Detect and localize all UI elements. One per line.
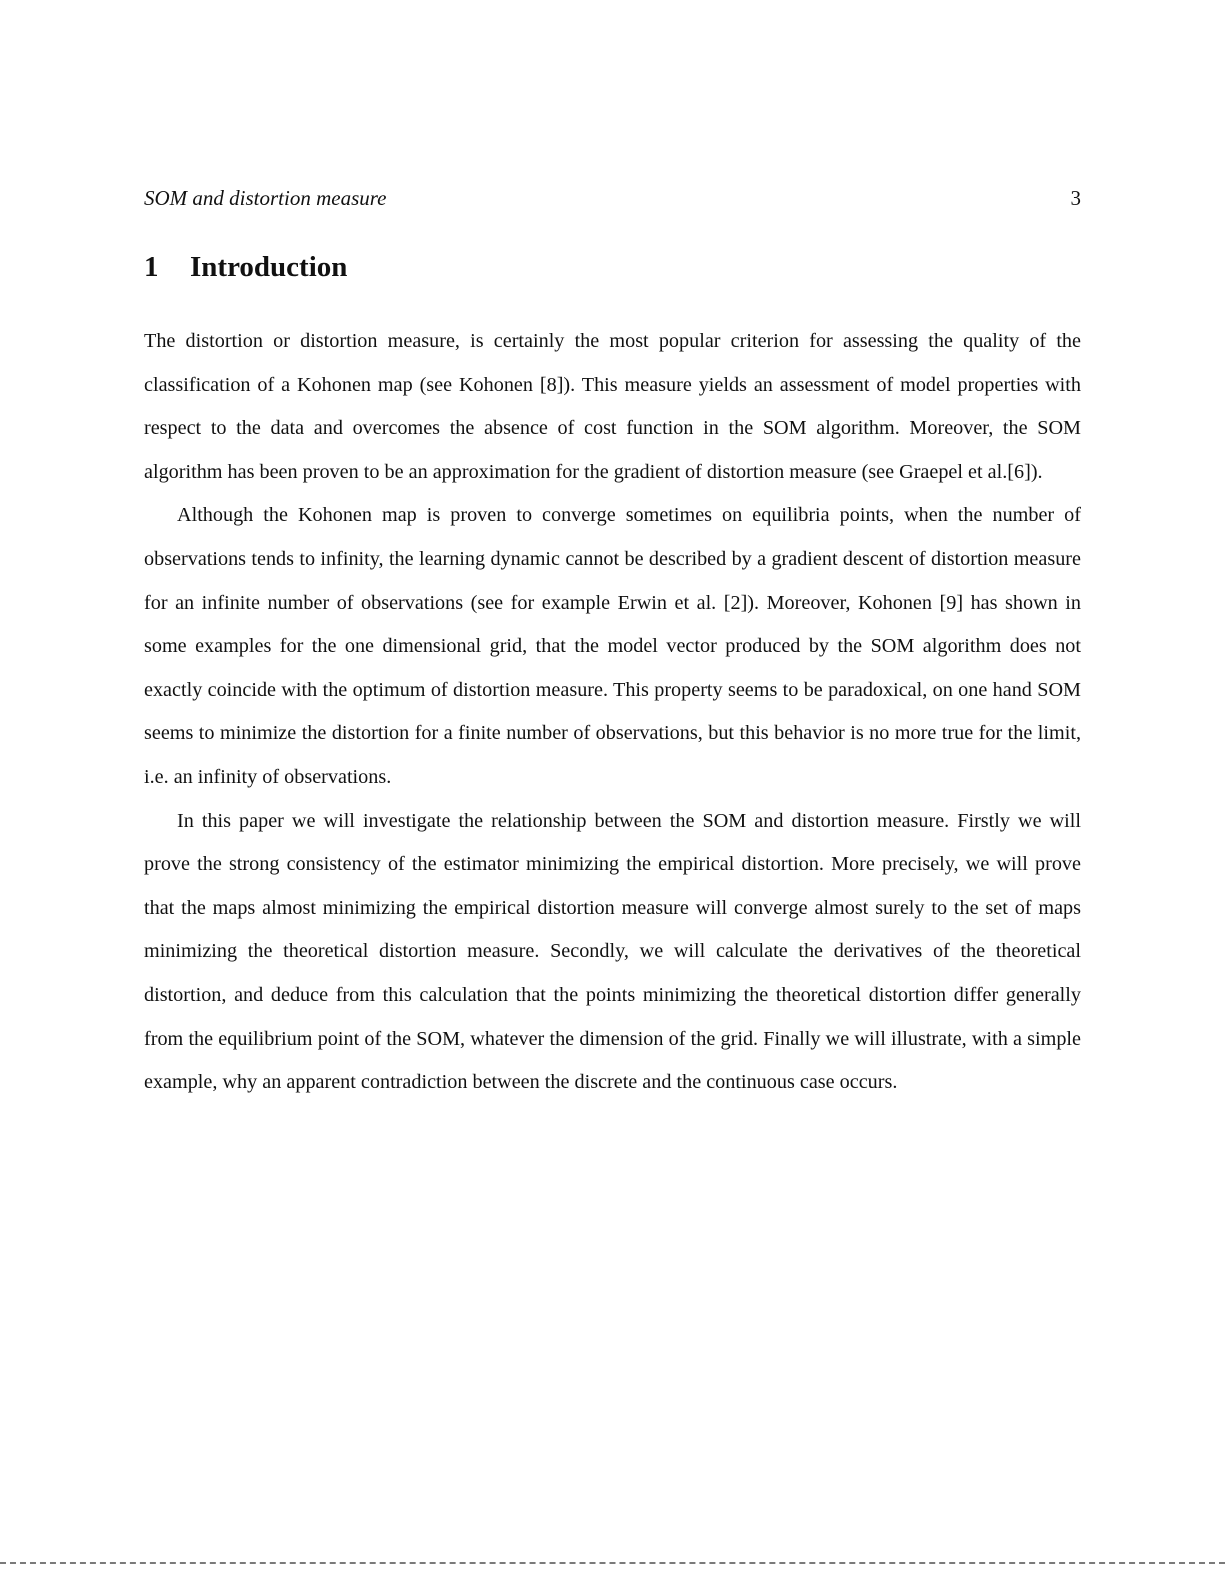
section-body bbox=[144, 320, 1081, 1105]
section-title: Introduction bbox=[190, 251, 348, 283]
section-heading bbox=[144, 251, 347, 284]
paragraph: Although the Kohonen map is proven to converge sometimes on equilibria points, when the number of observations tends to infinity, the learning dynamic cannot be described by a gradient descent of distortion measure for an infinite number of observations (see for example Erwin et al. [2]). Moreover, Kohonen [9] has shown in some examples for the one dimensional grid, that the model vector produced by the SOM algorithm does not exactly coincide with the optimum of distortion measure. This property seems to be paradoxical, on one hand SOM seems to minimize the distortion for a finite number of observations, but this behavior is no more true for the limit, i.e. an infinity of observations. bbox=[144, 504, 1081, 788]
paragraph: In this paper we will investigate the relationship between the SOM and distortion measure. Firstly we will prove the strong consistency of the estimator minimizing the empirical distortion. More precisely, we will prove that the maps almost minimizing the empirical distortion measure will converge almost surely to the set of maps minimizing the theoretical distortion measure. Secondly, we will calculate the derivatives of the theoretical distortion, and deduce from this calculation that the points minimizing the theoretical distortion differ generally from the equilibrium point of the SOM, whatever the dimension of the grid. Finally we will illustrate, with a simple example, why an apparent contradiction between the discrete and the continuous case occurs. bbox=[144, 809, 1081, 1094]
running-header bbox=[144, 186, 1081, 216]
page-bottom-rule bbox=[0, 1562, 1225, 1564]
paragraph: The distortion or distortion measure, is certainly the most popular criterion for assessing the quality of the classification of a Kohonen map (see Kohonen [8]). This measure yields an assessment of model properties with respect to the data and overcomes the absence of cost function in the SOM algorithm. Moreover, the SOM algorithm has been proven to be an approximation for the gradient of distortion measure (see Graepel et al.[6]). bbox=[144, 330, 1081, 483]
page-number: 3 bbox=[1070, 186, 1081, 210]
section-number: 1 bbox=[144, 251, 159, 283]
running-title: SOM and distortion measure bbox=[144, 186, 387, 210]
